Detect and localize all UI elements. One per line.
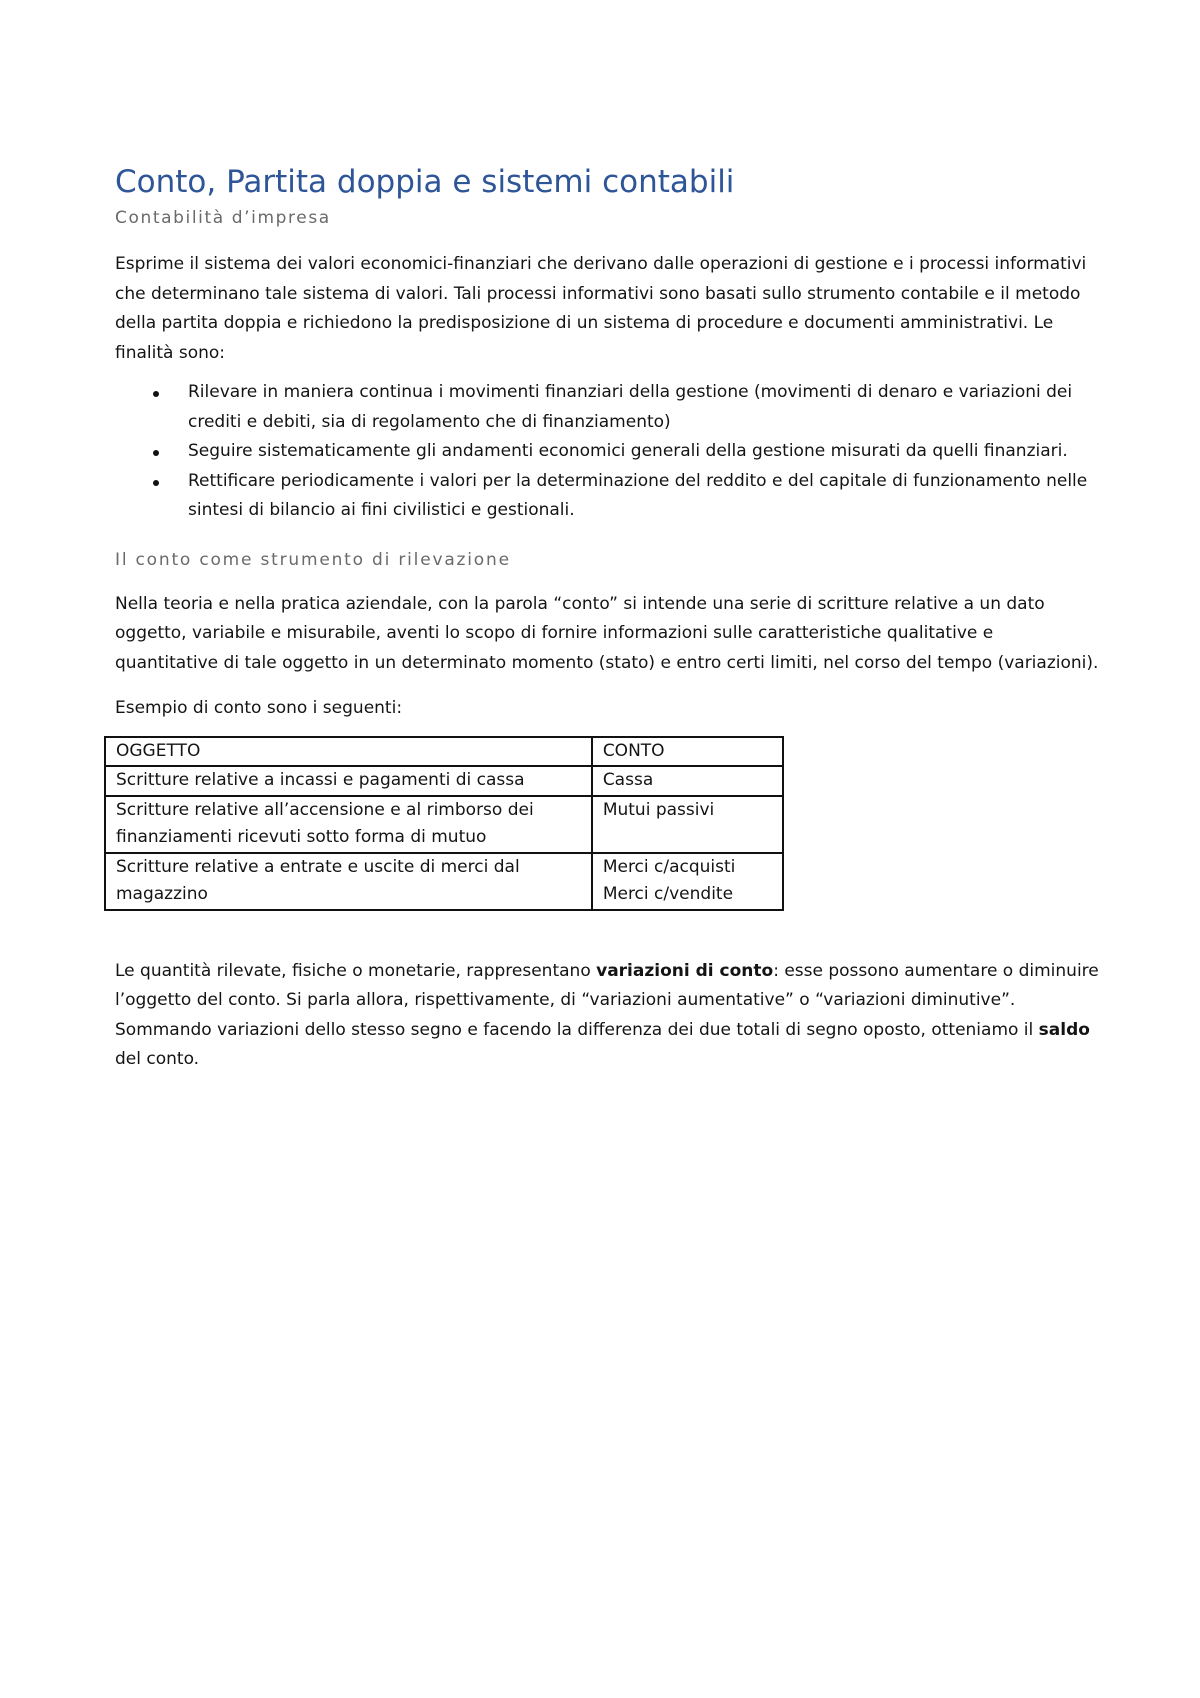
closing-text: : esse possono aumentare o diminuire l’oggetto del conto. Si parla allora, rispettivamente, di “variazioni aumentative” o “variazioni diminutive”. Sommando variazioni dello stesso segno e facendo la differenza dei due totali di segno oposto, otteniamo il (115, 960, 1099, 1040)
bullet-icon (153, 480, 159, 486)
cell-conto (592, 853, 783, 910)
document-body (115, 160, 1100, 1075)
closing-paragraph (115, 957, 1100, 1075)
table-row (105, 766, 783, 796)
bullet-icon (153, 450, 159, 456)
header-oggetto: OGGETTO (105, 737, 592, 767)
closing-bold-term: saldo (1038, 1019, 1090, 1040)
conto-line: Merci c/acquisti (602, 856, 736, 877)
closing-bold-term: variazioni di conto (596, 960, 774, 981)
cell-oggetto: Scritture relative all’accensione e al rimborso dei finanziamenti ricevuti sotto forma di mutuo (105, 796, 592, 853)
conto-line: Merci c/vendite (602, 884, 734, 904)
list-item-text: Rilevare in maniera continua i movimenti finanziari della gestione (movimenti di denaro e variazioni dei crediti e debiti, sia di regolamento che di finanziamento) (188, 382, 1073, 432)
intro-paragraph: Esprime il sistema dei valori economici-finanziari che derivano dalle operazioni di gestione e i processi informativi che determinano tale sistema di valori. Tali processi informativi sono basati sullo strumento contabile e il metodo della partita doppia e richiedono la predisposizione di un sistema di procedure e documenti amministrativi. Le finalità sono: (115, 254, 1087, 363)
cell-oggetto: Scritture relative a incassi e pagamenti di cassa (105, 766, 592, 796)
table-header-row (105, 737, 783, 767)
table-row (105, 796, 783, 853)
conto-line: Cassa (602, 770, 654, 790)
closing-text: Le quantità rilevate, fisiche o monetarie, rappresentano (115, 960, 597, 981)
list-item (115, 378, 1100, 437)
cell-oggetto: Scritture relative a entrate e uscite di merci dal magazzino (105, 853, 592, 910)
list-item (115, 437, 1100, 467)
header-conto: CONTO (592, 737, 783, 767)
section-heading: Il conto come strumento di rilevazione (115, 549, 511, 570)
document-title: Conto, Partita doppia e sistemi contabili (115, 164, 735, 200)
list-item-text: Seguire sistematicamente gli andamenti economici generali della gestione misurati da quelli finanziari. (188, 441, 1068, 461)
section-paragraph: Nella teoria e nella pratica aziendale, con la parola “conto” si intende una serie di scritture relative a un dato oggetto, variabile e misurabile, aventi lo scopo di fornire informazioni sulle caratteristiche qualitative e quantitative di tale oggetto in un determinato momento (stato) e entro certi limiti, nel corso del tempo (variazioni). (115, 593, 1099, 673)
examples-intro: Esempio di conto sono i seguenti: (115, 698, 403, 718)
closing-text: del conto. (115, 1049, 200, 1069)
table-row (105, 853, 783, 910)
conto-line: Mutui passivi (602, 799, 715, 820)
list-item (115, 467, 1100, 526)
document-subtitle: Contabilità d’impresa (115, 208, 331, 228)
cell-conto (592, 796, 783, 853)
list-item-text: Rettificare periodicamente i valori per la determinazione del reddito e del capitale di funzionamento nelle sintesi di bilancio ai fini civilistici e gestionali. (188, 470, 1088, 520)
examples-table (104, 736, 784, 911)
cell-conto (592, 766, 783, 796)
bullet-icon (153, 391, 159, 397)
bullet-list (115, 378, 1100, 526)
